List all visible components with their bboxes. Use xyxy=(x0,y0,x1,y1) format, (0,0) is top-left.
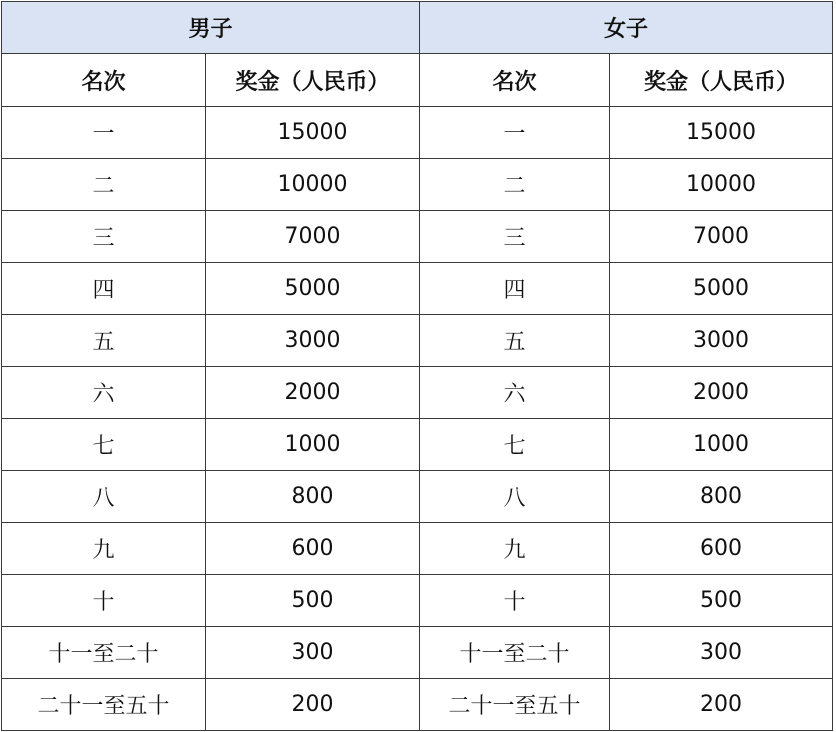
men-rank-cell: 二 xyxy=(2,159,206,211)
women-rank-cell: 七 xyxy=(420,419,610,471)
group-header-men: 男子 xyxy=(2,2,420,54)
table-row xyxy=(2,107,833,159)
men-prize-cell: 3000 xyxy=(206,315,420,367)
women-prize-cell: 300 xyxy=(610,627,833,679)
men-rank-cell: 七 xyxy=(2,419,206,471)
women-rank-cell: 二十一至五十 xyxy=(420,679,610,731)
women-prize-cell: 200 xyxy=(610,679,833,731)
table-row xyxy=(2,419,833,471)
men-rank-cell: 十一至二十 xyxy=(2,627,206,679)
women-rank-cell: 四 xyxy=(420,263,610,315)
prize-table xyxy=(1,1,833,731)
men-prize-cell: 7000 xyxy=(206,211,420,263)
women-rank-cell: 一 xyxy=(420,107,610,159)
table-row xyxy=(2,627,833,679)
men-prize-cell: 2000 xyxy=(206,367,420,419)
men-prize-cell: 300 xyxy=(206,627,420,679)
men-rank-cell: 二十一至五十 xyxy=(2,679,206,731)
men-prize-cell: 10000 xyxy=(206,159,420,211)
column-header-women-rank: 名次 xyxy=(420,54,610,107)
men-prize-cell: 5000 xyxy=(206,263,420,315)
table-row xyxy=(2,523,833,575)
men-rank-cell: 九 xyxy=(2,523,206,575)
men-prize-cell: 15000 xyxy=(206,107,420,159)
table-row xyxy=(2,263,833,315)
women-rank-cell: 九 xyxy=(420,523,610,575)
men-rank-cell: 三 xyxy=(2,211,206,263)
men-rank-cell: 六 xyxy=(2,367,206,419)
men-prize-cell: 200 xyxy=(206,679,420,731)
women-rank-cell: 八 xyxy=(420,471,610,523)
women-prize-cell: 600 xyxy=(610,523,833,575)
women-rank-cell: 五 xyxy=(420,315,610,367)
table-row xyxy=(2,679,833,731)
column-header-men-rank: 名次 xyxy=(2,54,206,107)
women-rank-cell: 十一至二十 xyxy=(420,627,610,679)
women-rank-cell: 三 xyxy=(420,211,610,263)
column-header-women-prize: 奖金（人民币） xyxy=(610,54,833,107)
table-row xyxy=(2,367,833,419)
men-rank-cell: 五 xyxy=(2,315,206,367)
women-rank-cell: 十 xyxy=(420,575,610,627)
men-rank-cell: 四 xyxy=(2,263,206,315)
table-row xyxy=(2,471,833,523)
women-rank-cell: 二 xyxy=(420,159,610,211)
men-rank-cell: 十 xyxy=(2,575,206,627)
women-prize-cell: 10000 xyxy=(610,159,833,211)
column-header-row xyxy=(2,54,833,107)
women-prize-cell: 2000 xyxy=(610,367,833,419)
women-prize-cell: 15000 xyxy=(610,107,833,159)
group-header-row xyxy=(2,2,833,54)
table-body xyxy=(2,107,833,731)
women-prize-cell: 7000 xyxy=(610,211,833,263)
women-prize-cell: 800 xyxy=(610,471,833,523)
table-row xyxy=(2,211,833,263)
men-prize-cell: 800 xyxy=(206,471,420,523)
table-row xyxy=(2,159,833,211)
column-header-men-prize: 奖金（人民币） xyxy=(206,54,420,107)
men-prize-cell: 600 xyxy=(206,523,420,575)
table-row xyxy=(2,315,833,367)
men-rank-cell: 八 xyxy=(2,471,206,523)
women-prize-cell: 500 xyxy=(610,575,833,627)
men-rank-cell: 一 xyxy=(2,107,206,159)
women-prize-cell: 5000 xyxy=(610,263,833,315)
women-rank-cell: 六 xyxy=(420,367,610,419)
men-prize-cell: 1000 xyxy=(206,419,420,471)
table-row xyxy=(2,575,833,627)
men-prize-cell: 500 xyxy=(206,575,420,627)
women-prize-cell: 3000 xyxy=(610,315,833,367)
women-prize-cell: 1000 xyxy=(610,419,833,471)
group-header-women: 女子 xyxy=(420,2,833,54)
